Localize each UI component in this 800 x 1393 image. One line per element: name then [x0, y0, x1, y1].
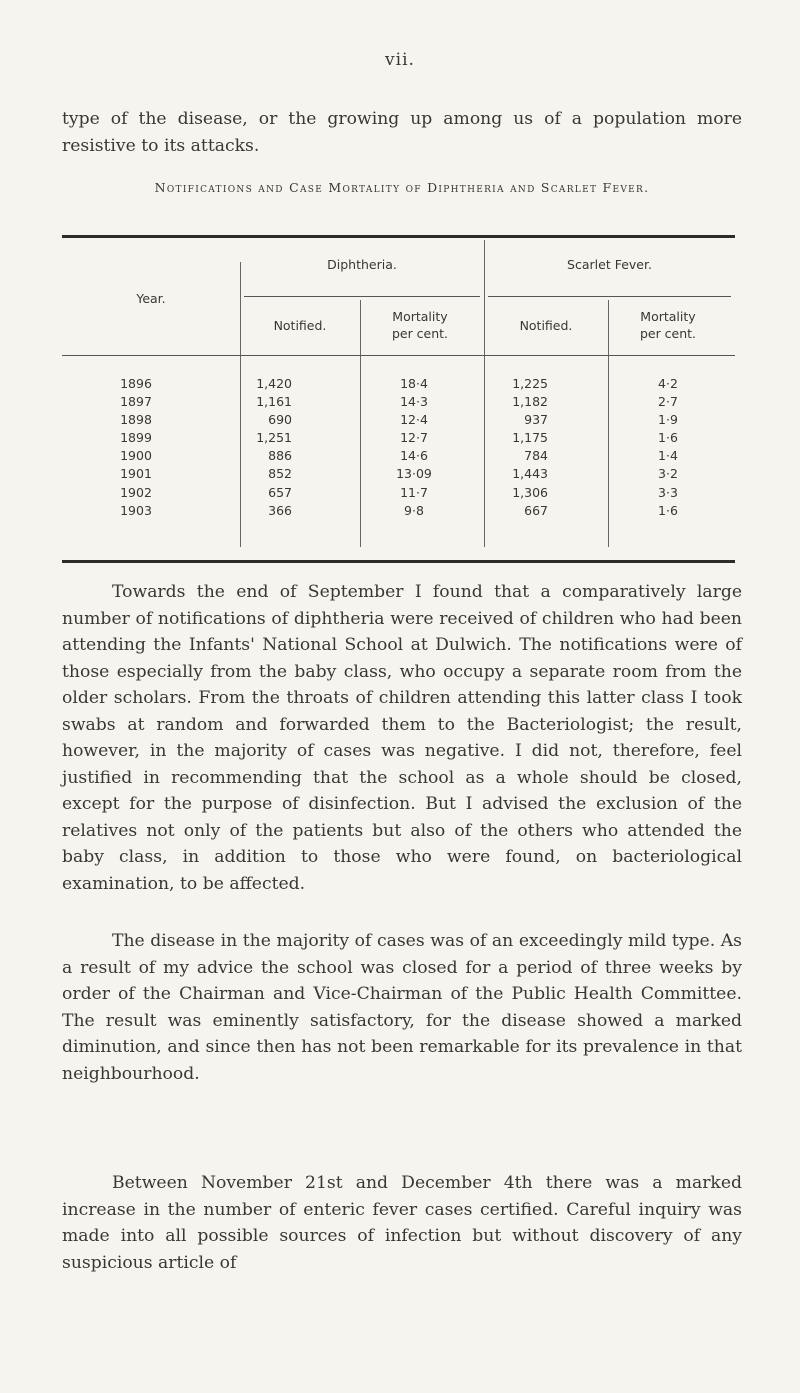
cell-diphtheria-mortality: 12·7 [400, 430, 428, 446]
cell-diphtheria-notified: 366 [268, 502, 292, 518]
page-number: vii. [385, 50, 415, 70]
header-diphtheria: Diphtheria. [327, 257, 397, 272]
cell-scarlet-notified: 1,182 [512, 394, 548, 410]
cell-scarlet-mortality: 4·2 [658, 376, 678, 391]
cell-diphtheria-mortality: 11·7 [400, 484, 428, 500]
body-paragraph: The disease in the majority of cases was of an exceedingly mild type. As a result of my advice the school was closed for a period of three weeks by order of the Chairman and Vice-Chairman of the Public Health Committee. The result was eminently satisfactory, for the disease showed a marked diminution, and since then has not been remarkable for its prevalence in that neighbourhood. [62, 931, 742, 1084]
cell-diphtheria-mortality: 13·09 [396, 466, 432, 482]
cell-diphtheria-mortality: 9·8 [404, 502, 424, 518]
column-diphtheria-mortality [388, 375, 440, 520]
cell-scarlet-notified: 1,443 [512, 466, 548, 482]
cell-scarlet-notified: 667 [524, 502, 548, 518]
column-divider [360, 300, 361, 547]
cell-scarlet-mortality: 1·6 [658, 430, 678, 446]
cell-scarlet-notified: 1,225 [512, 376, 548, 391]
header-scarlet-mortality: Mortality per cent. [639, 309, 697, 341]
cell-scarlet-mortality: 3·2 [658, 466, 678, 482]
cell-scarlet-mortality: 1·4 [658, 448, 678, 464]
header-scarlet-notified: Notified. [519, 318, 573, 333]
cell-diphtheria-notified: 657 [268, 484, 292, 500]
cell-diphtheria-notified: 1,161 [256, 394, 292, 410]
cell-year: 1896 [120, 376, 152, 391]
column-diphtheria-notified [248, 375, 292, 520]
table-top-rule [62, 235, 735, 238]
body-paragraph: Towards the end of September I found that a comparatively large number of notifications of diphtheria were received of children who had been attending the Infants' National School at Dulwich. The notifications were of those especially from the baby class, who occupy a separate room from the older scholars. From the throats of children attending this latter class I took swabs at random and forwarded them to the Bacteriologist; the result, however, in the majority of cases was negative. I did not, therefore, feel justified in recommending that the school as a whole should be closed, except for the purpose of disinfection. But I advised the exclusion of the relatives not only of the patients but also of the others who attended the baby class, in addition to those who were found, on bacteriological examination, to be affected. [62, 582, 742, 894]
table-bottom-rule [62, 560, 735, 563]
cell-diphtheria-mortality: 12·4 [400, 412, 428, 428]
column-divider [240, 262, 241, 547]
cell-scarlet-notified: 1,306 [512, 484, 548, 500]
cell-scarlet-mortality: 2·7 [658, 394, 678, 410]
cell-year: 1903 [120, 502, 152, 518]
header-diphtheria-notified: Notified. [273, 318, 327, 333]
body-paragraph: Between November 21st and December 4th there was a marked increase in the number of enteric fever cases certified. Careful inquiry was made into all possible sources of infection but without discovery of any suspicious article of [62, 1173, 742, 1273]
header-rule [62, 355, 735, 356]
column-divider [608, 300, 609, 547]
cell-year: 1902 [120, 484, 152, 500]
column-divider [484, 240, 485, 547]
cell-year: 1899 [120, 430, 152, 446]
column-scarlet-mortality [650, 375, 686, 520]
cell-diphtheria-notified: 1,420 [256, 376, 292, 391]
intro-paragraph: type of the disease, or the growing up among us of a population more resistive to its attacks. [62, 109, 742, 156]
cell-scarlet-mortality: 1·9 [658, 412, 678, 428]
header-year: Year. [136, 291, 166, 306]
header-rule [244, 296, 480, 297]
header-rule [488, 296, 731, 297]
column-year [112, 375, 160, 520]
cell-diphtheria-notified: 886 [268, 448, 292, 464]
header-scarlet-fever: Scarlet Fever. [567, 257, 652, 272]
cell-year: 1901 [120, 466, 152, 482]
cell-diphtheria-mortality: 14·3 [400, 394, 428, 410]
cell-scarlet-notified: 937 [524, 412, 548, 428]
cell-year: 1898 [120, 412, 152, 428]
cell-scarlet-mortality: 1·6 [658, 502, 678, 518]
cell-year: 1900 [120, 448, 152, 464]
cell-scarlet-notified: 784 [524, 448, 548, 464]
header-diphtheria-mortality: Mortality per cent. [391, 309, 449, 341]
cell-year: 1897 [120, 394, 152, 410]
cell-diphtheria-mortality: 18·4 [400, 376, 428, 391]
cell-scarlet-notified: 1,175 [512, 430, 548, 446]
cell-scarlet-mortality: 3·3 [658, 484, 678, 500]
cell-diphtheria-notified: 852 [268, 466, 292, 482]
cell-diphtheria-notified: 690 [268, 412, 292, 428]
table-title: Notifications and Case Mortality of Diphtheria and Scarlet Fever. [154, 180, 650, 195]
cell-diphtheria-notified: 1,251 [256, 430, 292, 446]
cell-diphtheria-mortality: 14·6 [400, 448, 428, 464]
column-scarlet-notified [500, 375, 548, 520]
